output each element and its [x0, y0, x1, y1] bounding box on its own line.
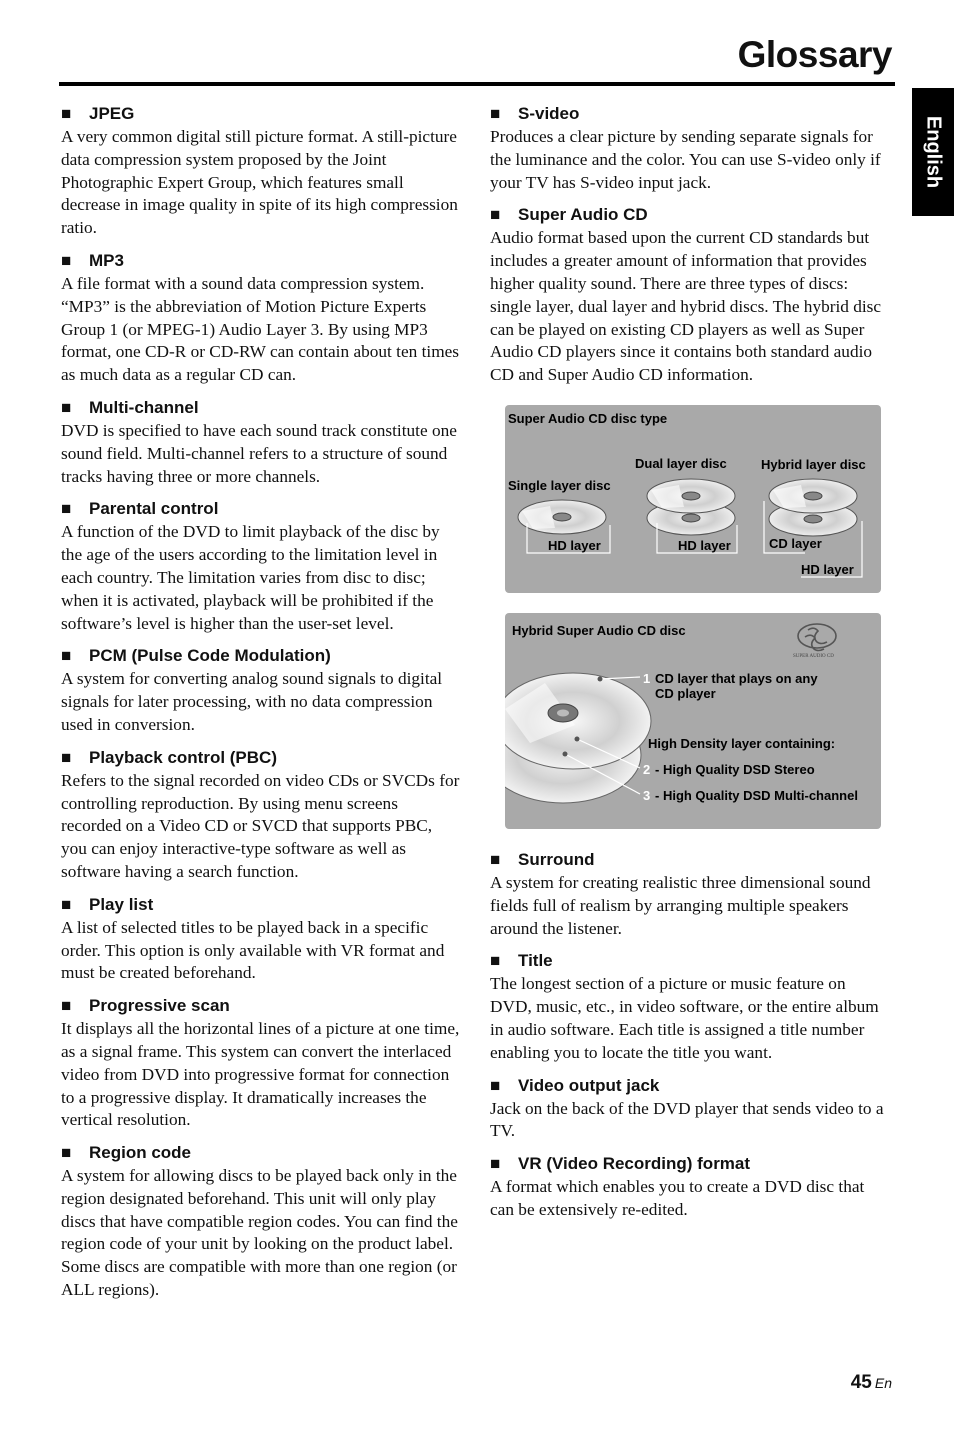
- glossary-term: [61, 895, 461, 915]
- glossary-term: [61, 104, 461, 124]
- glossary-term: [61, 996, 461, 1016]
- single-layer-label: Single layer disc: [508, 478, 611, 493]
- sacd-logo: [798, 624, 836, 651]
- glossary-definition: DVD is specified to have each sound track constitute one sound field. Multi-channel refers to a structure of sound tracks having three or more channels.: [61, 420, 457, 486]
- page-number-value: 45: [850, 1372, 872, 1393]
- hybrid-disc-figure: [505, 613, 881, 829]
- glossary-entry: [490, 1076, 890, 1144]
- glossary-entry: [490, 850, 890, 940]
- glossary-entry: [490, 205, 890, 387]
- glossary-entry: [61, 499, 461, 635]
- page-title: Glossary: [737, 34, 892, 75]
- glossary-term-label: MP3: [89, 250, 124, 270]
- glossary-definition: Audio format based upon the current CD standards but includes a greater amount of information that provides higher quality sound. There are three types of discs: single layer, dual layer and hybrid discs. The hybrid disc can be played on existing CD players as well as Super Audio CD players since it contains both standard audio CD and Super Audio CD information.: [490, 228, 882, 385]
- dual-hd-layer-label: HD layer: [678, 538, 731, 553]
- glossary-term: [61, 398, 461, 418]
- hybrid-layer-label: Hybrid layer disc: [761, 457, 866, 472]
- hybrid-hd-layer-label: HD layer: [801, 562, 854, 577]
- glossary-definition: A very common digital still picture format. A still-picture data compression system proposed by the Joint Photographic Expert Group, which features small decrease in image quality in spite of its high compression ratio.: [61, 127, 458, 238]
- square-bullet-icon: ■: [61, 894, 72, 914]
- hd-layer-heading: High Density layer containing:: [648, 736, 836, 751]
- glossary-entry: [490, 951, 890, 1064]
- glossary-term: [490, 104, 890, 124]
- glossary-term: [61, 251, 461, 271]
- glossary-term: [490, 205, 890, 225]
- glossary-term: [490, 1076, 890, 1096]
- glossary-definition: A format which enables you to create a DVD disc that can be extensively re-edited.: [490, 1177, 865, 1219]
- square-bullet-icon: ■: [61, 104, 72, 123]
- language-tab-label: English: [922, 115, 945, 189]
- label-number-1: 1: [643, 671, 651, 686]
- glossary-definition: A system for converting analog sound signals to digital signals for later processing, with no data compression used in conversion.: [61, 669, 443, 734]
- glossary-definition: Refers to the signal recorded on video CDs or SVCDs for controlling reproduction. By using menu screens recorded on a Video CD or SVCD that supports PBC, you can enjoy interactive-type software as well as software having a search function.: [61, 770, 460, 881]
- page-language-suffix: En: [874, 1375, 892, 1391]
- glossary-term-label: Multi-channel: [89, 397, 199, 417]
- glossary-term: [490, 1154, 890, 1174]
- glossary-term-label: JPEG: [89, 104, 135, 123]
- hybrid-layer-disc-icon: [769, 479, 857, 536]
- glossary-term-label: Title: [518, 951, 553, 971]
- square-bullet-icon: ■: [61, 499, 72, 519]
- glossary-term-label: VR (Video Recording) format: [518, 1154, 751, 1174]
- glossary-term-label: Region code: [89, 1143, 192, 1163]
- glossary-definition: Produces a clear picture by sending separate signals for the luminance and the color. You can use S-video only if your TV has S-video input jack.: [490, 127, 881, 192]
- dual-layer-label: Dual layer disc: [635, 456, 727, 471]
- glossary-term-label: Progressive scan: [89, 996, 230, 1016]
- glossary-term: [490, 951, 890, 971]
- dsd-multichannel-label: - High Quality DSD Multi-channel: [655, 788, 858, 803]
- hybrid-figure-title: Hybrid Super Audio CD disc: [512, 623, 686, 638]
- glossary-term-label: Super Audio CD: [518, 205, 648, 225]
- glossary-definition: A system for creating realistic three dimensional sound fields full of realism by arranging multiple speakers around the listener.: [490, 873, 871, 938]
- hybrid-cd-layer-label: CD layer: [769, 536, 822, 551]
- glossary-definition: It displays all the horizontal lines of a picture at one time, as a signal frame. This system can convert the interlaced video from DVD into progressive format for connection to a progressive display. It dramatically increases the vertical resolution.: [61, 1019, 460, 1130]
- glossary-entry: [61, 895, 461, 985]
- square-bullet-icon: ■: [61, 250, 72, 270]
- glossary-entry: [61, 748, 461, 884]
- right-column-lower: [490, 850, 890, 1222]
- language-tab: [912, 88, 954, 216]
- glossary-entry: [490, 1154, 890, 1222]
- glossary-definition: A system for allowing discs to be played back only in the region designated beforehand. This unit will only play discs that have compatible region codes. You can find the region code of your unit by looking on the product label. Some discs are compatible with more than one region (or ALL regions).: [61, 1166, 458, 1300]
- glossary-entry: [61, 1143, 461, 1302]
- single-layer-disc-icon: [518, 500, 606, 534]
- disc-type-figure-title: Super Audio CD disc type: [508, 411, 668, 426]
- square-bullet-icon: ■: [490, 1075, 501, 1095]
- single-hd-layer-label: HD layer: [548, 538, 601, 553]
- glossary-term-label: PCM (Pulse Code Modulation): [89, 646, 331, 666]
- glossary-definition: A file format with a sound data compression system. “MP3” is the abbreviation of Motion Picture Experts Group 1 (or MPEG-1) Audio Layer 3. By using MP3 format, one CD-R or CD-RW can contain about ten times as much data as a regular CD can.: [61, 273, 460, 385]
- glossary-term-label: Parental control: [89, 499, 219, 519]
- square-bullet-icon: ■: [61, 646, 72, 666]
- glossary-definition: A list of selected titles to be played back in a specific order. This option is only available with VR format and must be created beforehand.: [61, 917, 445, 983]
- cd-layer-label-line1: CD layer that plays on any: [655, 671, 818, 686]
- glossary-definition: The longest section of a picture or music feature on DVD, music, etc., in video software, or the entire album in audio software. Each title is assigned a title number enabling you to locate the title you want.: [490, 974, 879, 1062]
- glossary-term-label: S-video: [518, 104, 580, 123]
- square-bullet-icon: ■: [61, 1143, 72, 1163]
- square-bullet-icon: ■: [61, 996, 72, 1016]
- square-bullet-icon: ■: [490, 951, 501, 971]
- glossary-term: [61, 646, 461, 666]
- right-column-upper: [490, 104, 890, 387]
- glossary-entry: [61, 646, 461, 736]
- glossary-definition: Jack on the back of the DVD player that sends video to a TV.: [490, 1098, 884, 1141]
- title-rule: [59, 82, 895, 86]
- square-bullet-icon: ■: [490, 850, 501, 869]
- glossary-term: [490, 850, 890, 870]
- dual-layer-disc-icon: [647, 479, 735, 535]
- glossary-term-label: Play list: [89, 894, 154, 914]
- glossary-term: [61, 1143, 461, 1163]
- sacd-logo-text: SUPER AUDIO CD: [793, 654, 834, 659]
- square-bullet-icon: ■: [490, 205, 501, 225]
- dsd-stereo-label: - High Quality DSD Stereo: [655, 762, 815, 777]
- cd-layer-label-line2: CD player: [655, 686, 716, 701]
- left-column: [61, 104, 461, 1302]
- glossary-entry: [61, 251, 461, 387]
- glossary-term-label: Playback control (PBC): [89, 747, 277, 767]
- glossary-term: [61, 748, 461, 768]
- square-bullet-icon: ■: [61, 397, 72, 417]
- glossary-definition: A function of the DVD to limit playback of the disc by the age of the users according to the limitation level in each country. The limitation varies from disc to disc; when it is activated, playback will be prohibited if the software’s level is higher than the user-set level.: [61, 522, 440, 633]
- glossary-term-label: Surround: [518, 850, 595, 869]
- glossary-term-label: Video output jack: [518, 1075, 660, 1095]
- square-bullet-icon: ■: [490, 104, 501, 123]
- square-bullet-icon: ■: [61, 747, 72, 767]
- page-number: [851, 1372, 892, 1394]
- label-number-3: 3: [643, 788, 651, 803]
- glossary-entry: [490, 104, 890, 194]
- glossary-entry: [61, 398, 461, 488]
- glossary-entry: [61, 104, 461, 240]
- square-bullet-icon: ■: [490, 1154, 501, 1174]
- disc-type-figure: [505, 405, 881, 593]
- glossary-term: [61, 499, 461, 519]
- glossary-entry: [61, 996, 461, 1132]
- label-number-2: 2: [643, 762, 651, 777]
